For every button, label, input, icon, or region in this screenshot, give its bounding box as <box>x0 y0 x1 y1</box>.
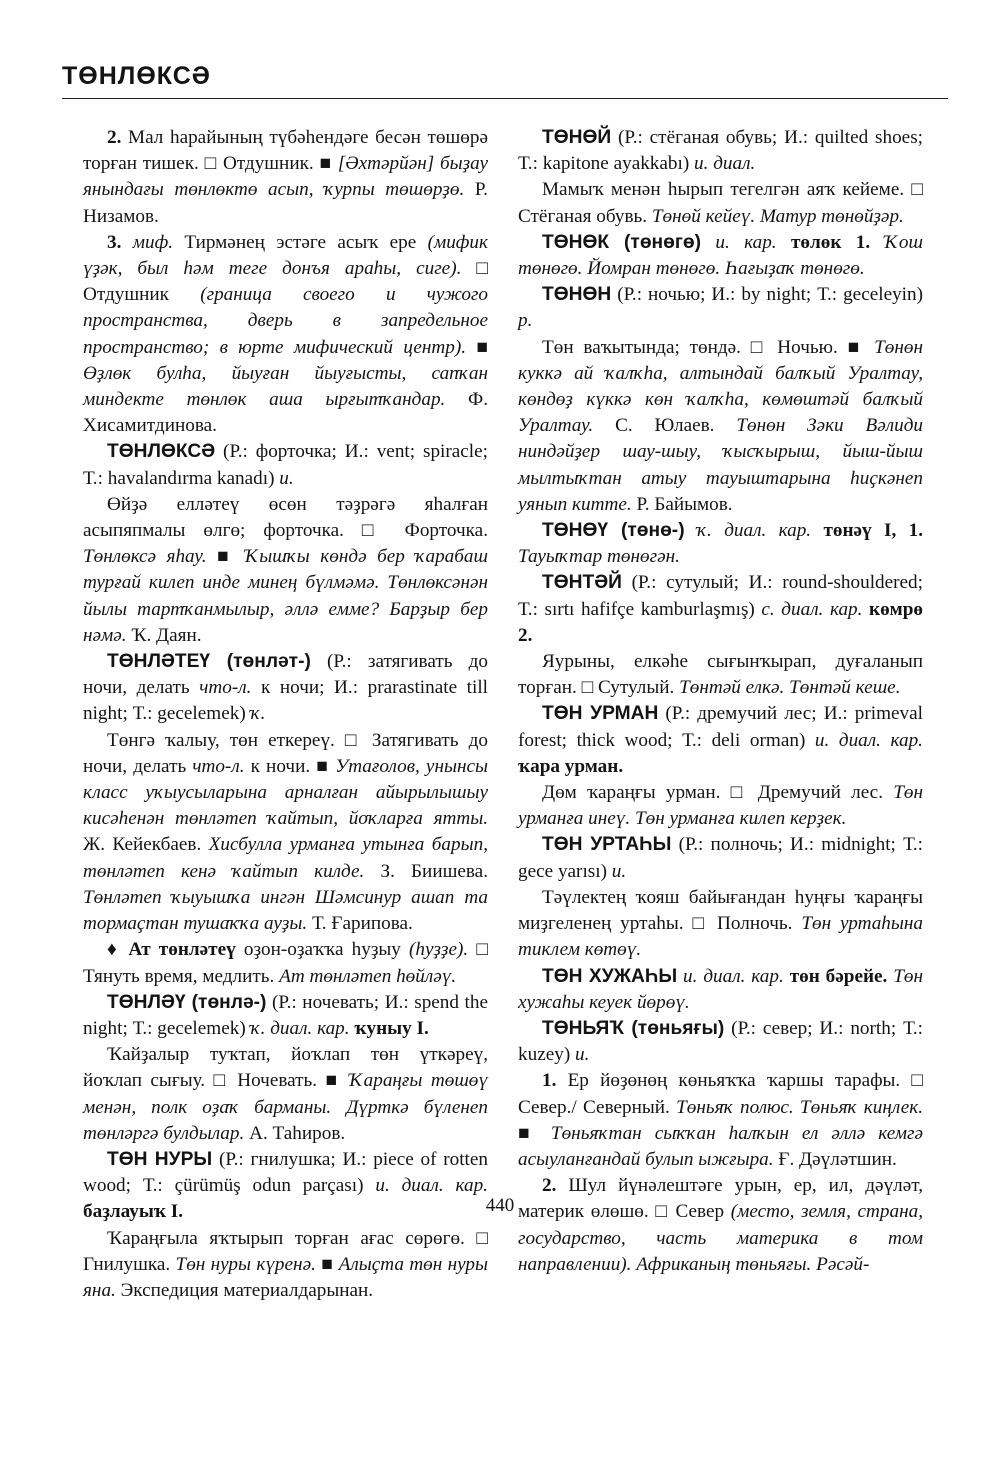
text: ■ <box>466 336 488 358</box>
italic-text: (мифик үҙәк, был һәм теге донъя араһы, сиге). <box>83 231 488 280</box>
italic-text: и. <box>575 1044 590 1066</box>
italic-text: Ҡош төнөгө. Йомран төнөгө. Һағыҙаҡ төнөгө. <box>518 231 924 280</box>
headword: ТӨНЛӨКСӘ <box>107 441 216 463</box>
text: Ғ. Дәүләтшин. <box>773 1148 897 1170</box>
italic-text: Төнөй кейеү. Матур төнөйҙәр. <box>651 205 904 227</box>
text: С. Юлаев. <box>593 415 737 437</box>
text: Шул йүнәлештәге урын, ер, ил, дәүләт, материк өлөшө. □ Север <box>518 1175 923 1223</box>
italic-text: Хисбулла урманға утынға барып, төнләтеп кенә ҡайтып килде. <box>83 834 488 882</box>
entry-paragraph <box>83 937 488 989</box>
italic-text: Утағолов, унынсы класс уҡыусыларына арналған айырылышыу кисәһенән төнләтеп ҡайтып, йоҡларға ятты. <box>83 755 488 830</box>
bold-text: ҡара урман. <box>518 755 624 777</box>
text: Мал һарайының түбәһендәге бесән төшөрә торған тишек. □ Отдушник. ■ <box>83 127 488 175</box>
text <box>701 232 715 253</box>
text: ■ <box>518 1122 551 1144</box>
entry-paragraph <box>518 177 923 229</box>
italic-text: Алыҫта төн нуры яна. <box>83 1253 489 1301</box>
headword: ТӨНЬЯҠ (төньяғы) <box>542 1017 725 1039</box>
entry-paragraph <box>518 1016 923 1068</box>
text: (Р.: ночью; И.: by night; Т.: geceleyin) <box>611 284 923 306</box>
italic-text: р. <box>518 310 533 332</box>
italic-text: Тауыҡтар төнөгән. <box>518 546 680 568</box>
italic-text: Өҙлөк булһа, йыуған йыуғысты, сапҡан миндекте төнлөк аша ырғытҡандар. <box>83 362 488 411</box>
italic-text: [Әхтәрйән] быҙау янындағы төнлөктө асып, ҡурпы төшөрҙө. <box>83 153 488 201</box>
text: Р. Байымов. <box>631 493 733 515</box>
text: Тирмәнең эстәге асыҡ ере <box>173 231 428 253</box>
left-column <box>83 125 488 1304</box>
text: (Р.: затягивать до ночи, делать <box>83 651 488 699</box>
entry-paragraph <box>518 649 923 701</box>
headword: ТӨНӨК (төнөгө) <box>542 231 701 253</box>
text: ♦ <box>107 939 129 961</box>
text: Тәүлектең ҡояш байығандан һуңғы ҡараңғы миҙгеленең уртаһы. □ Полночь. <box>518 886 923 935</box>
headword: ТӨНЛӘТЕҮ (төнләт-) <box>107 651 311 673</box>
text: Ҡараңғыла яҡтырып торған ағас сөрөгө. □ Гнилушка. <box>83 1227 488 1275</box>
entry-paragraph <box>518 1068 923 1173</box>
bold-text: төнәү I, 1. <box>823 520 923 542</box>
entry-paragraph <box>83 492 488 649</box>
text: Өйҙә елләтеү өсөн тәҙрәгә яһалған асыпяпмалы өлгө; форточка. □ Форточка. <box>83 493 488 542</box>
entry-paragraph <box>518 1173 923 1278</box>
text: Ҡайҙалыр туҡтап, йоҡлап төн үткәреү, йоҡлап сығыу. □ Ночевать. ■ <box>83 1044 488 1092</box>
text: Төн ваҡытында; төндә. □ Ночью. ■ <box>542 336 875 358</box>
text: ■ <box>315 1253 339 1275</box>
headword: ТӨНӨЙ <box>542 127 612 148</box>
text: Яурыны, елкәһе сығынҡырап, дуғаланып торған. □ Сутулый. <box>518 651 923 699</box>
italic-text: Ҡышҡы көндә бер ҡарабаш турғай килеп инде минең бүлмәмә. Төнлөксәнән йылы тартҡанмылыр, әллә емме? Барҙыр бер нәмә. <box>83 546 489 646</box>
text <box>685 520 697 541</box>
page-number: 440 <box>485 1195 515 1216</box>
headword: ТӨН УРМАН <box>542 703 659 725</box>
italic-text: миф. <box>132 231 173 253</box>
entry-paragraph <box>518 125 923 177</box>
italic-text: и. кар. <box>715 231 777 253</box>
text: З. Биишева. <box>364 860 488 882</box>
italic-text: Төнөн куккә ай ҡалҡһа, алтындай балҡый Уралтау, көндөҙ күккә көн ҡалҡһа, көмөштәй балҡый Уралтау. <box>518 336 923 437</box>
text: Р. Низамов. <box>83 179 488 227</box>
entry-paragraph <box>518 570 923 649</box>
italic-text: Төн урманға инеү. Төн урманға килеп керҙек. <box>518 782 923 830</box>
text: к ночи. ■ <box>244 755 336 777</box>
text: □ Тянуть время, медлить. <box>83 939 488 987</box>
text: (Р.: форточка; И.: vent; spiracle; Т.: havalandırma kanadı) <box>83 441 488 489</box>
text: (Р.: дремучий лес; И.: primeval forest; thick wood; Т.: deli orman) <box>518 703 923 751</box>
italic-text: что-л. <box>192 755 245 777</box>
italic-text: и. диал. кар. <box>814 729 923 751</box>
italic-text: Төнтәй елкә. Төнтәй кеше. <box>679 677 901 699</box>
entry-paragraph <box>83 439 488 491</box>
headword: ТӨН ХУЖАҺЫ <box>542 965 678 987</box>
italic-text: что-л. <box>199 677 252 699</box>
italic-text: (һуҙҙе). <box>409 939 469 961</box>
italic-text: Ҡараңғы төшөү менән, полк оҙаҡ барманы. Дүрткә бүленеп төнләргә булдылар. <box>83 1070 488 1144</box>
italic-text: ҡ. <box>250 703 266 725</box>
bold-text: 1. <box>542 1070 568 1092</box>
text: к ночи; И.: prarastinate till night; Т.: gecelemek) <box>83 677 488 725</box>
headword: ТӨНӨН <box>542 284 612 306</box>
entry-paragraph <box>83 125 488 230</box>
text: оҙон-оҙаҡҡа һуҙыу <box>235 939 410 961</box>
italic-text: Төньяҡ полюс. Төньяҡ киңлек. <box>676 1096 923 1118</box>
italic-text: ҡ. диал. кар. <box>696 520 812 542</box>
text: (Р.: гнилушка; И.: piece of rotten wood; Т.: çürümüş odun parçası) <box>83 1148 488 1197</box>
bold-text: төн бәрейе. <box>789 965 888 987</box>
bold-text: ҡуныу I. <box>354 1017 429 1039</box>
italic-text: Төн хужаһы кеуек йөрөү. <box>518 965 924 1013</box>
bold-text: көмрө 2. <box>518 598 924 646</box>
italic-text: Төнләтеп ҡыуышҡа ингән Шәмсинур ашап та тормаҫтан тушаҡҡа ауҙы. <box>83 886 488 935</box>
text: Төнгә ҡалыу, төн еткереү. □ Затягивать до ночи, делать <box>83 729 488 777</box>
entry-paragraph <box>518 832 923 884</box>
text: □ Отдушник <box>83 258 488 306</box>
italic-text: и. <box>611 860 627 882</box>
italic-text: и. <box>279 467 294 489</box>
entry-paragraph <box>518 335 923 518</box>
text: (Р.: север; И.: north; Т.: kuzey) <box>518 1017 923 1066</box>
headword: ТӨНӨҮ (төнө-) <box>542 520 685 542</box>
italic-text: Африканың төньяғы. Рәсәй- <box>636 1253 870 1275</box>
text <box>811 520 823 541</box>
italic-text: Төн уртаһына тиклем көтөү. <box>518 913 923 961</box>
text <box>777 232 791 253</box>
text: Ж. Кейекбаев. <box>83 834 209 856</box>
italic-text: Төн нуры күренә. <box>175 1253 316 1275</box>
right-column <box>518 125 923 1278</box>
italic-text: ҡ. диал. кар. <box>250 1017 350 1039</box>
text: А. Таһиров. <box>244 1122 346 1144</box>
entry-paragraph <box>518 780 923 832</box>
entry-paragraph <box>518 885 923 964</box>
italic-text: Төнлөксә яһау. <box>83 546 207 568</box>
entry-paragraph <box>518 701 923 780</box>
italic-text: Төнөн Зәки Вәлиди ниндәйҙер шау-шыу, ҡысҡырыш, йыш-йыш мылтыҡтан атыу тауыштарына һиҫкәнеп уянып китте. <box>518 415 923 515</box>
italic-text: (граница своего и чужого пространства, дверь в запредельное пространство; в юрте мифический центр). <box>83 284 488 358</box>
entry-paragraph <box>83 1226 488 1305</box>
italic-text: и. диал. кар. <box>375 1175 488 1197</box>
text: (Р.: ночевать; И.: spend the night; Т.: gecelemek) <box>83 991 488 1039</box>
entry-paragraph <box>83 728 488 938</box>
text: (Р.: полночь; И.: midnight; Т.: gece yarısı) <box>518 834 923 882</box>
headword: ТӨН НУРЫ <box>107 1148 213 1170</box>
entry-paragraph <box>83 990 488 1042</box>
bold-text: баҙлауыҡ I. <box>83 1201 184 1223</box>
text: Мамыҡ менән һырып тегелгән аяҡ кейеме. □ Стёганая обувь. <box>518 179 923 227</box>
italic-text: (место, земля, страна, государство, часть материка в том направлении). <box>518 1201 923 1275</box>
text: Ҡ. Даян. <box>126 624 202 646</box>
entry-paragraph <box>83 230 488 440</box>
bold-text: 3. <box>107 231 133 253</box>
bold-text: төлөк 1. <box>790 231 871 253</box>
text: Дөм ҡараңғы урман. □ Дремучий лес. <box>542 782 894 804</box>
text: Экспедиция материалдарынан. <box>115 1279 374 1301</box>
bold-text: 2. <box>107 127 129 148</box>
italic-text: Ат төнләтеп һөйләү. <box>279 965 457 987</box>
text: Ер йөҙөнөң көньяҡҡа ҡаршы тарафы. □ Север./ Северный. <box>518 1070 923 1118</box>
italic-text: с. диал. кар. <box>761 598 863 620</box>
entry-paragraph <box>518 230 923 282</box>
text: Ф. Хисамитдинова. <box>83 389 488 437</box>
text: Т. Ғарипова. <box>307 913 413 935</box>
bold-text: 2. <box>542 1175 569 1197</box>
text <box>870 232 884 253</box>
running-head: ТӨНЛӨКСӘ <box>62 62 211 90</box>
headword: ТӨНЛӘҮ (төнлә-) <box>107 991 267 1013</box>
text: ■ <box>206 546 245 568</box>
text: (Р.: сутулый; И.: round-shouldered; Т.: sırtı hafifçe kamburlaşmış) <box>518 572 923 620</box>
entry-paragraph <box>518 518 923 570</box>
headword: ТӨНТӘЙ <box>542 572 622 594</box>
entry-paragraph <box>518 282 923 334</box>
bold-text: Ат төнләтеү <box>128 939 236 961</box>
header-rule <box>62 98 948 99</box>
italic-text: и. диал. кар. <box>683 965 784 987</box>
entry-paragraph <box>518 964 923 1016</box>
entry-paragraph <box>83 1042 488 1147</box>
text: (Р.: стёганая обувь; И.: quilted shoes; Т.: kapitone ayakkabı) <box>518 127 923 175</box>
italic-text: Төньяҡтан сыҡҡан һалҡын ел әллә кемгә асыуланғандай булып ыжғыра. <box>518 1122 923 1170</box>
headword: ТӨН УРТАҺЫ <box>542 834 672 856</box>
entry-paragraph <box>83 649 488 728</box>
italic-text: и. диал. <box>694 153 756 175</box>
